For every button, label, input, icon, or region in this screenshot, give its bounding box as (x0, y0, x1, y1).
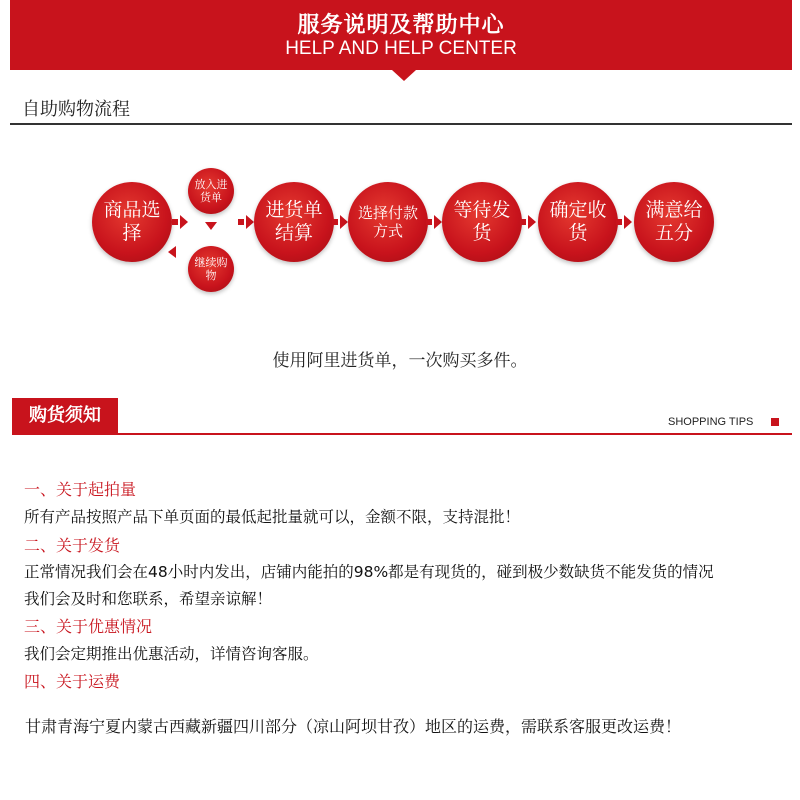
arrow-right-icon (180, 215, 188, 229)
banner-title-cn: 服务说明及帮助中心 (297, 13, 505, 38)
tip-heading-shipping: 二、关于发货 (24, 536, 121, 555)
step-select-product: 商品选择 (92, 182, 172, 262)
tips-divider (12, 433, 792, 435)
arrow-down-icon (205, 222, 217, 230)
tip-text-shipping-2: 我们会及时和您联系，希望亲谅解！ (24, 590, 273, 608)
flow-tagline: 使用阿里进货单，一次购买多件。 (272, 351, 528, 371)
tips-square-icon (771, 418, 779, 426)
step-five-star-review: 满意给五分 (634, 182, 714, 262)
arrow-right-icon (434, 215, 442, 229)
tips-tab-en: SHOPPING TIPS (668, 416, 754, 428)
flow-section-title: 自助购物流程 (22, 99, 130, 120)
freight-note: 甘肃青海宁夏内蒙古西藏新疆四川部分（凉山阿坝甘孜）地区的运费，需联系客服更改运费！ (25, 717, 682, 736)
arrow-right-icon (624, 215, 632, 229)
flow-section-divider (10, 123, 792, 125)
arrow-right-icon (528, 215, 536, 229)
step-continue-shopping: 继续购物 (188, 246, 234, 292)
banner-notch (392, 70, 416, 81)
step-add-to-cart: 放入进货单 (188, 168, 234, 214)
tip-text-discounts: 我们会定期推出优惠活动，详情咨询客服。 (24, 645, 319, 663)
step-cart-checkout: 进货单结算 (254, 182, 334, 262)
step-await-shipment: 等待发货 (442, 182, 522, 262)
tip-heading-freight: 四、关于运费 (24, 672, 121, 691)
header-banner (10, 0, 792, 70)
arrow-right-icon (340, 215, 348, 229)
banner-title-en: HELP AND HELP CENTER (285, 38, 517, 59)
tip-text-min-order: 所有产品按照产品下单页面的最低起批量就可以，金额不限，支持混批！ (24, 508, 521, 526)
step-confirm-receipt: 确定收货 (538, 182, 618, 262)
tip-text-shipping-1: 正常情况我们会在48小时内发出，店铺内能拍的98%都是有现货的，碰到极少数缺货不能发货的情况 (24, 563, 714, 581)
tips-tab: 购货须知 (12, 398, 118, 434)
arrow-back-icon (168, 246, 176, 258)
step-choose-payment: 选择付款方式 (348, 182, 428, 262)
tip-heading-discounts: 三、关于优惠情况 (24, 617, 153, 636)
arrow-right-icon (246, 215, 254, 229)
tip-heading-min-order: 一、关于起拍量 (24, 480, 137, 499)
